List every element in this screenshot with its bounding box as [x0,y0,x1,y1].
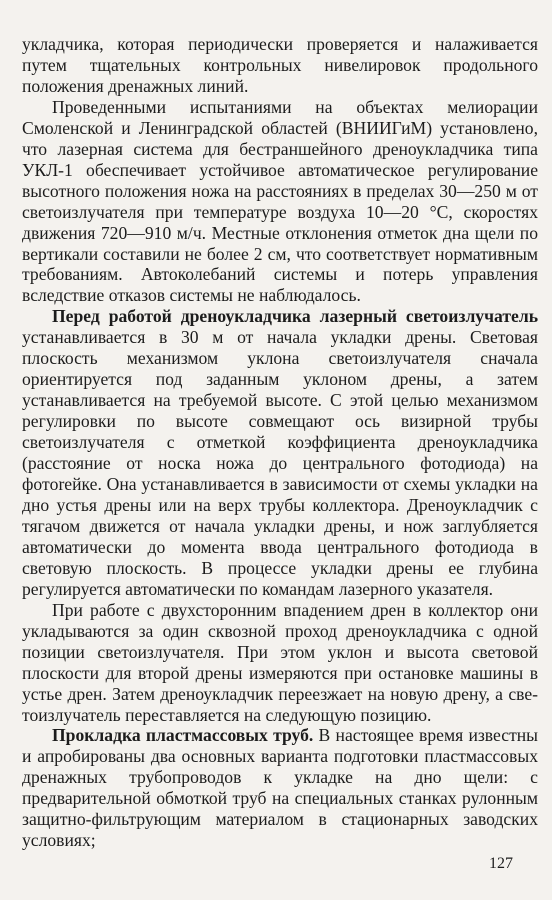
paragraph-2-text: Проведенными испытаниями на объектах мелиорации Смоленской и Ленинградской областей (ВНИИГиМ) установлено, что лазерная система для бестраншейного дреноукладчика типа УКЛ-1 обеспечивает устойчивое автоматическое регулирование высотного положения ножа на расстояниях в пределах 30—250 м от светоизлучателя при температуре воздуха 10—20 °C, скоростях движения 720—910 м/ч. Местные отклонения отметок дна щели по вертикали составили не более 2 см, что соответствует нормативным требованиям. Автоколебаний системы и потерь управления вследствие отказов системы не наблюдалось. [22,96,538,306]
paragraph-3-lead: Перед работой дреноукладчика лазерный светоизлучатель [52,306,538,327]
paragraph-3-text: устанавливается в 30 м от начала укладки дрены. Световая плоскость механизмом уклона светоизлучателя сначала ориентируется под заданным уклоном дрены, а затем устанавливается на требуемой высоте. С этой целью механизмом регулировки по высоте совмещают ось визирной трубы светоизлучателя с отметкой коэффициента дреноукладчика (расстояние от носка ножа до центрального фотодиода) на фотorейке. Она устанавливается в зависимости от схемы укладки на дно устья дрены или на верх трубы коллектора. Дреноукладчик с тягачом движется от начала укладки дрены, и нож заглубляется автоматически до момента ввода центрального фотодиода в световую плоскость. В процессе укладки дрены ее глубина регулируется автоматически по командам лазерного указателя. [22,327,538,599]
paragraph-4-text: При работе с двухсторонним впадением дрен в коллектор они укладываются за один сквозной проход дреноукладчика с одной позиции светоизлучателя. При этом уклон и высота световой плоскости для второй дрены измеряются при остановке машины в устье дрен. Затем дреноукладчик переезжает на новую дрену, а светоизлучатель переставляется на следующую позицию. [22,599,538,725]
page-body [22,34,538,851]
paragraph-4 [22,600,538,726]
page-number: 127 [489,855,513,872]
section-heading-plastic-pipes: Прокладка пластмассовых труб. [52,725,314,746]
paragraph-5-text: В настоящее время известны и апробированы два основных варианта подготовки пластмассовых дренажных трубопроводов к укладке на дно щели: с предварительной обмоткой труб на специальных станках рулонным защитно-фильтрующим материалом в стационарных заводских условиях; [22,725,538,851]
paragraph-5 [22,725,538,851]
paragraph-3 [22,306,538,599]
paragraph-2 [22,97,538,307]
paragraph-1 [22,34,538,97]
paragraph-1-text: укладчика, которая периодически проверяется и налаживается путем тщательных контрольных нивелировок продольного положения дренажных линий. [22,34,538,96]
